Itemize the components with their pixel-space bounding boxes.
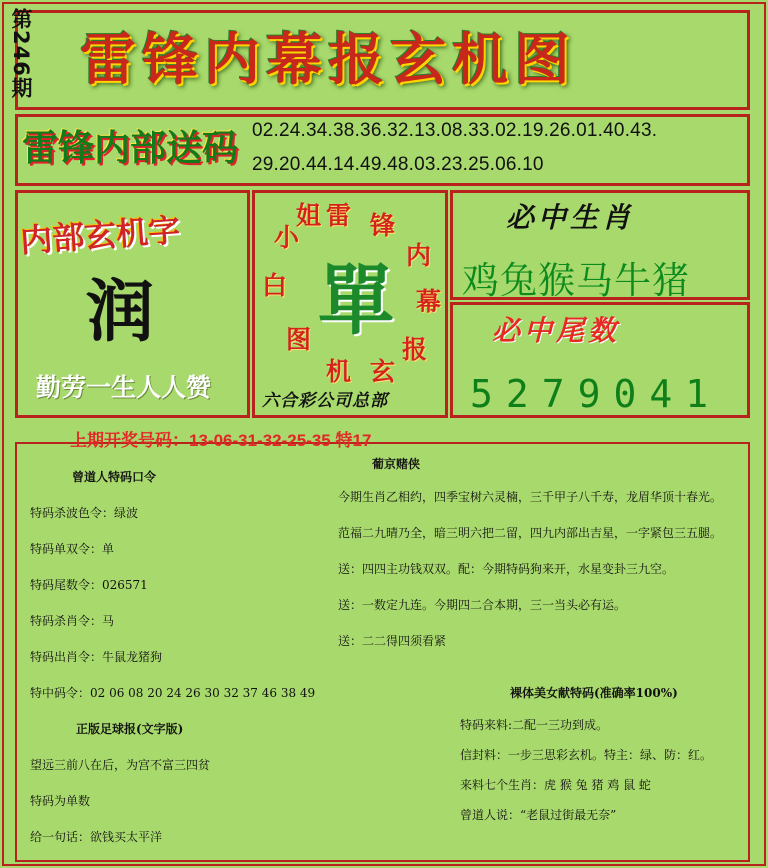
weishu-values: 5279041 xyxy=(470,372,722,416)
ring-char: 姐 xyxy=(296,201,322,230)
neibu-phrase: 勤劳一生人人赞 xyxy=(36,373,212,402)
center-char: 單 xyxy=(318,256,394,345)
right-line: 来料七个生肖：虎 猴 兔 猪 鸡 鼠 蛇 xyxy=(460,778,651,792)
left-line: 特码尾数令：026571 xyxy=(30,578,148,592)
bizhong-title: 必中生肖 xyxy=(506,201,635,234)
left-line: 特码单双令：单 xyxy=(30,542,115,556)
right-line: 信封料：一步三思彩玄机。特主：绿、防：红。 xyxy=(460,748,713,762)
left-line: 特码杀波色令：绿波 xyxy=(30,506,139,520)
send-codes-label: 雷锋内部送码 xyxy=(22,127,239,169)
left-line: 特中码令：02 06 08 20 24 26 30 32 37 46 38 49 xyxy=(30,686,316,700)
right-line: 送：四四主功钱双双。配：今期特码狗来开，水星变卦三九空。 xyxy=(338,562,675,576)
last-draw: 上期开奖号码：13-06-31-32-25-35 特17 xyxy=(70,431,372,450)
left-heading: 曾道人特码口令 xyxy=(72,470,157,484)
neibu-label: 内部玄机字 xyxy=(19,210,182,260)
codes-line-1: 02.24.34.38.36.32.13.08.33.02.19.26.01.40.43. xyxy=(252,120,658,141)
ring-char: 雷 xyxy=(326,201,352,230)
left-line: 特码杀肖令：马 xyxy=(30,614,115,628)
issue-number: 第246期 xyxy=(9,8,33,99)
ring-char: 图 xyxy=(286,325,312,354)
ring-char: 幕 xyxy=(416,287,442,316)
right-line: 范福二九晴乃全，暗三明六把二留，四九内部出吉星，一字紧包三五腿。 xyxy=(338,526,723,540)
ring-char: 玄 xyxy=(370,357,396,386)
right-line: 今期生肖乙相约，四季宝树六灵楠，三千甲子八千寿，龙眉华顶十春光。 xyxy=(338,490,723,504)
left-heading-2: 正版足球报(文字版) xyxy=(76,722,184,736)
left-line: 特码为单数 xyxy=(30,794,91,808)
ring-char: 机 xyxy=(326,357,352,386)
left-line: 望远三前八在后，为宫不富三四贫 xyxy=(30,758,211,772)
right-line: 曾道人说：“老鼠过街最无奈” xyxy=(460,808,617,822)
right-line: 特码来料:二配一三功到成。 xyxy=(460,718,609,732)
weishu-title: 必中尾数 xyxy=(492,314,621,347)
ring-char: 报 xyxy=(402,335,428,364)
right-line: 送：一数定九连。今期四二合本期，三一当头必有运。 xyxy=(338,598,627,612)
codes-line-2: 29.20.44.14.49.48.03.23.25.06.10 xyxy=(252,154,544,175)
page-title: 雷锋内幕报玄机图 xyxy=(80,27,576,93)
company-label: 六合彩公司总部 xyxy=(262,391,388,411)
right-line: 送：二二得四须看紧 xyxy=(338,634,447,648)
neibu-char: 润 xyxy=(86,272,155,352)
ring-char: 锋 xyxy=(370,211,396,240)
ring-char: 小 xyxy=(274,223,300,252)
right-heading: 葡京赌侠 xyxy=(372,457,421,471)
left-line: 特码出肖令：牛鼠龙猪狗 xyxy=(30,650,163,664)
right-heading-2: 裸体美女献特码(准确率100%) xyxy=(510,686,678,700)
left-line: 给一句话：欲钱买太平洋 xyxy=(30,830,163,844)
ring-char: 内 xyxy=(406,241,432,270)
bizhong-values: 鸡兔猴马牛猪 xyxy=(462,259,690,302)
ring-char: 白 xyxy=(262,271,288,300)
